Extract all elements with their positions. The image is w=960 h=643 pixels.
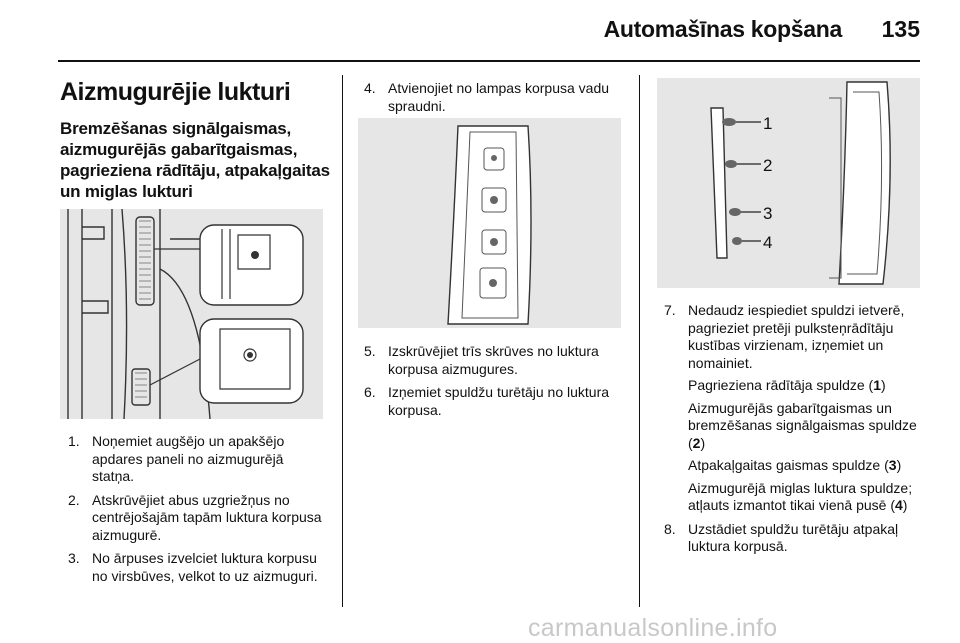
callout-label-1: 1 — [763, 114, 773, 133]
section-title: Automašīnas kopšana — [603, 16, 842, 42]
step-5: 5. Izskrūvējiet trīs skrūves no luktura korpusa aizmugures. — [364, 343, 599, 377]
step-8: 8. Uzstādiet spuldžu turētāju atpakaļ luktura korpusā. — [664, 520, 899, 554]
bulb-note-4: Aizmugurējā miglas luktura spuldze; atļauts izmantot tikai vienā pusē (4) — [688, 479, 913, 513]
column-divider-1 — [342, 75, 343, 607]
bulb-note-1: Pagrieziena rādītāja spuldze (1) — [688, 377, 886, 393]
steps-column-2-top — [364, 80, 629, 121]
step-6: 6. Izņemiet spuldžu turētāju no luktura korpusa. — [364, 384, 610, 418]
figure-lamp-housing — [358, 118, 621, 328]
step-3: 3. No ārpuses izvelciet luktura korpusu no virsbūves, velkot to uz aizmuguri. — [68, 550, 318, 584]
callout-label-2: 2 — [763, 156, 773, 175]
step-2: 2. Atskrūvējiet abus uzgriežņus no centrējošajām tapām luktura korpusa aizmugurē. — [68, 491, 322, 543]
lamp-housing-illustration — [358, 118, 621, 328]
figure-bulb-holder — [657, 78, 920, 288]
page-header — [0, 0, 960, 62]
watermark: carmanualsonline.info — [528, 614, 778, 642]
step-1: 1. Noņemiet augšējo un apakšējo apdares paneli no aizmugurējā statņa. — [68, 433, 285, 484]
steps-column-1 — [68, 433, 328, 591]
callout-label-3: 3 — [763, 204, 773, 223]
rear-pillar-illustration — [60, 209, 323, 419]
column-divider-2 — [639, 75, 640, 607]
callout-label-4: 4 — [763, 233, 773, 252]
page-number: 135 — [881, 16, 920, 42]
bulb-note-2: Aizmugurējās gabarītgaismas un bremzēšanas signālgaismas spuldze (2) — [688, 399, 917, 451]
steps-column-3 — [664, 302, 926, 562]
subtitle: Bremzēšanas signālgaismas, aizmugurējās gabarītgaismas, pagrieziena rādītāju, atpakaļgaitas un miglas lukturi — [60, 119, 330, 201]
header-rule — [58, 60, 920, 62]
bulb-note-3: Atpakaļgaitas gaismas spuldze (3) — [688, 457, 902, 473]
bulb-holder-illustration — [657, 78, 920, 288]
step-7: 7. Nedaudz iespiediet spuldzi ietverē, pagrieziet pretēji pulksteņrādītāju kustības virzienam, izņemiet un nomainiet. Pagrieziena rādītāja spuldze (1) Aizmugurējās gabarītgaismas un bremzēšanas signālgaismas spuldze (2) Atpakaļgaitas gaismas spuldze (3) Aizmugurējā miglas luktura spuldze; atļauts izmantot tikai vienā pusē (4) — [664, 302, 926, 515]
page-title: Aizmugurējie lukturi — [60, 78, 291, 106]
figure-rear-pillar — [60, 209, 323, 419]
steps-column-2-bottom — [364, 343, 629, 425]
step-4: 4. Atvienojiet no lampas korpusa vadu spraudni. — [364, 80, 610, 114]
